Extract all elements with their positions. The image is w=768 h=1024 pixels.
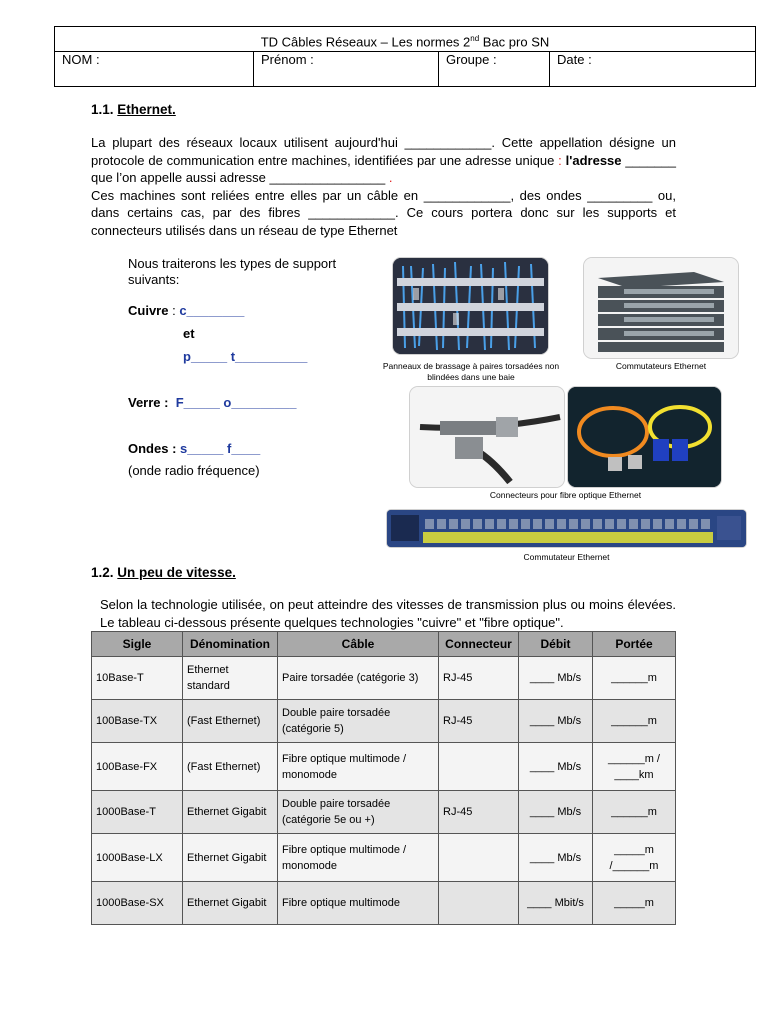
cell-portee[interactable]: _____m /______m — [593, 834, 676, 882]
table-row — [92, 882, 676, 925]
switch-port — [641, 519, 650, 529]
switch-port — [485, 519, 494, 529]
fiber-cables-image — [568, 387, 721, 487]
switch-port — [581, 519, 590, 529]
col-cable: Câble — [278, 632, 439, 657]
cell-denomination: Ethernet Gigabit — [183, 791, 278, 834]
cell-debit[interactable]: ____ Mb/s — [519, 657, 593, 700]
table-row — [92, 700, 676, 743]
cell-portee[interactable]: ______m / ____km — [593, 743, 676, 791]
cell-sigle: 10Base-T — [92, 657, 183, 700]
prenom-field[interactable]: Prénom : — [254, 51, 439, 87]
groupe-field[interactable]: Groupe : — [439, 51, 550, 87]
cell-cable: Double paire torsadée (catégorie 5) — [278, 700, 439, 743]
switch-port — [425, 519, 434, 529]
cell-sigle: 100Base-FX — [92, 743, 183, 791]
cell-connecteur: RJ-45 — [439, 657, 519, 700]
et-label: et — [183, 326, 195, 341]
switch-caption: Commutateur Ethernet — [523, 552, 610, 562]
cell-debit[interactable]: ____ Mbit/s — [519, 882, 593, 925]
switch-port — [689, 519, 698, 529]
cell-denomination: Ethernet standard — [183, 657, 278, 700]
cuivre-line: Cuivre : c________ — [128, 303, 245, 318]
switch-port — [449, 519, 458, 529]
table-row — [92, 743, 676, 791]
cell-cable: Fibre optique multimode / monomode — [278, 743, 439, 791]
col-portee: Portée — [593, 632, 676, 657]
cell-denomination: Ethernet Gigabit — [183, 882, 278, 925]
cell-denomination: (Fast Ethernet) — [183, 700, 278, 743]
fiber-connector-image — [410, 387, 564, 487]
section-1-paragraph: La plupart des réseaux locaux utilisent aujourd'hui ____________. Cette appellation désigne un protocole de communication entre machines, identifiées par une adresse unique : l'adresse _______ que l’on appelle aussi adresse ________________ . Ces machines sont reliées entre elles par un câble en ____________, des ondes _________ ou, dans certains cas, par des fibres ____________. Ce cours portera donc sur les supports et connecteurs utilisés dans un réseau de type Ethernet — [91, 135, 676, 238]
section-1-heading: 1.1. Ethernet. — [91, 102, 176, 117]
speeds-table — [91, 631, 676, 925]
section-2-heading: 1.2. Un peu de vitesse. — [91, 565, 236, 580]
cell-cable: Double paire torsadée (catégorie 5e ou +) — [278, 791, 439, 834]
cell-denomination: Ethernet Gigabit — [183, 834, 278, 882]
switches-image — [584, 258, 738, 358]
cell-cable: Fibre optique multimode — [278, 882, 439, 925]
cell-debit[interactable]: ____ Mb/s — [519, 834, 593, 882]
ondes-line: Ondes : s_____ f____ — [128, 441, 261, 456]
table-row — [92, 791, 676, 834]
document-title: TD Câbles Réseaux – Les normes 2nd Bac pro SN — [55, 27, 755, 52]
cell-debit[interactable]: ____ Mb/s — [519, 743, 593, 791]
cuivre-line-2: p_____ t__________ — [183, 349, 308, 364]
patch-panel-caption: Panneaux de brassage à paires torsadées non blindées dans une baie — [382, 361, 560, 382]
switch-port — [701, 519, 710, 529]
cell-connecteur: RJ-45 — [439, 791, 519, 834]
cell-connecteur — [439, 743, 519, 791]
col-debit: Débit — [519, 632, 593, 657]
cell-portee[interactable]: ______m — [593, 700, 676, 743]
cell-sigle: 100Base-TX — [92, 700, 183, 743]
date-field[interactable]: Date : — [557, 52, 592, 67]
switch-port — [509, 519, 518, 529]
switch-port — [569, 519, 578, 529]
switch-port — [545, 519, 554, 529]
switch-port — [437, 519, 446, 529]
switch-24-port-image — [387, 510, 746, 547]
patch-panel-image — [393, 258, 548, 354]
cell-sigle: 1000Base-SX — [92, 882, 183, 925]
verre-line: Verre : F_____ o_________ — [128, 395, 297, 410]
switch-port — [677, 519, 686, 529]
nom-field[interactable]: NOM : — [55, 51, 254, 87]
switch-port — [593, 519, 602, 529]
cell-portee[interactable]: _____m — [593, 882, 676, 925]
support-intro: Nous traiterons les types de support suivants: — [128, 256, 337, 287]
switch-port — [473, 519, 482, 529]
cell-sigle: 1000Base-T — [92, 791, 183, 834]
ondes-note: (onde radio fréquence) — [128, 463, 260, 478]
header-table — [54, 26, 756, 87]
cell-debit[interactable]: ____ Mb/s — [519, 700, 593, 743]
switches-caption: Commutateurs Ethernet — [615, 361, 707, 371]
switch-port — [665, 519, 674, 529]
switch-port — [617, 519, 626, 529]
col-connecteur: Connecteur — [439, 632, 519, 657]
switch-port — [533, 519, 542, 529]
cell-connecteur: RJ-45 — [439, 700, 519, 743]
cell-portee[interactable]: ______m — [593, 657, 676, 700]
switch-port — [629, 519, 638, 529]
switch-port — [497, 519, 506, 529]
switch-port — [521, 519, 530, 529]
cell-connecteur — [439, 834, 519, 882]
table-row — [92, 657, 676, 700]
cell-cable: Paire torsadée (catégorie 3) — [278, 657, 439, 700]
col-sigle: Sigle — [92, 632, 183, 657]
switch-port — [605, 519, 614, 529]
cell-debit[interactable]: ____ Mb/s — [519, 791, 593, 834]
cell-connecteur — [439, 882, 519, 925]
cell-cable: Fibre optique multimode / monomode — [278, 834, 439, 882]
table-row — [92, 834, 676, 882]
section-2-paragraph: Selon la technologie utilisée, on peut atteindre des vitesses de transmission plus ou moins élevées. Le tableau ci-dessous présente quelques technologies "cuivre" et "fibre optique". — [100, 597, 676, 630]
table-header-row — [92, 632, 676, 657]
switch-port — [653, 519, 662, 529]
cell-denomination: (Fast Ethernet) — [183, 743, 278, 791]
cell-sigle: 1000Base-LX — [92, 834, 183, 882]
cell-portee[interactable]: ______m — [593, 791, 676, 834]
fiber-caption: Connecteurs pour fibre optique Ethernet — [489, 490, 642, 500]
switch-port — [461, 519, 470, 529]
col-denomination: Dénomination — [183, 632, 278, 657]
switch-port — [557, 519, 566, 529]
